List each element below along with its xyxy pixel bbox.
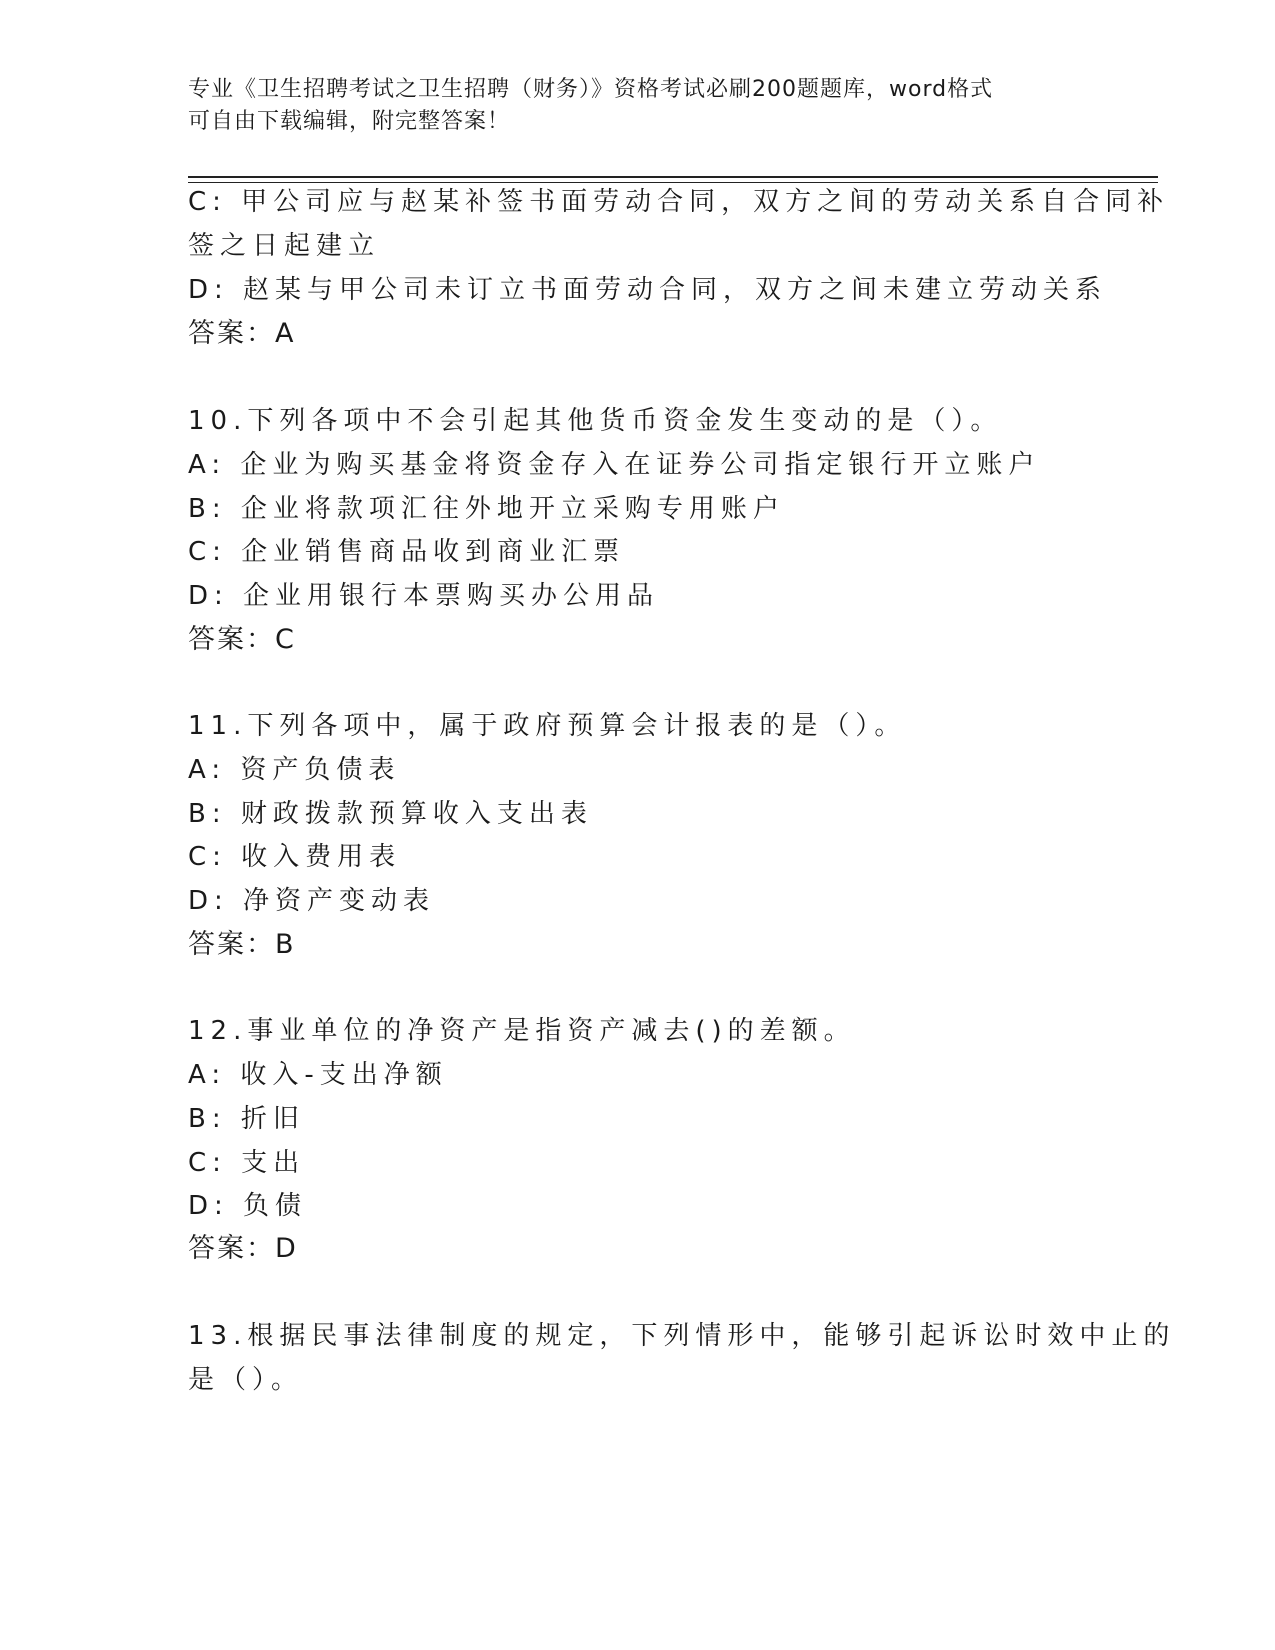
header-title-line1: 专业《卫生招聘考试之卫生招聘（财务）》资格考试必刷200题题库，word格式 <box>188 77 994 102</box>
q12-option-c: C: 支出 <box>188 1148 306 1178</box>
q12-question: 12.事业单位的净资产是指资产减去()的差额。 <box>188 1016 856 1046</box>
header-title-line2: 可自由下载编辑，附完整答案！ <box>188 109 511 134</box>
q10-option-b: B: 企业将款项汇往外地开立采购专用账户 <box>188 494 785 524</box>
q10-option-d: D: 企业用银行本票购买办公用品 <box>188 581 660 611</box>
q11-option-c: C: 收入费用表 <box>188 842 402 872</box>
header-divider-thin <box>188 182 1158 183</box>
q13-question-line2: 是（）。 <box>188 1365 304 1395</box>
q11-answer: 答案：B <box>188 929 296 960</box>
q9-answer: 答案：A <box>188 318 296 349</box>
q11-question: 11.下列各项中，属于政府预算会计报表的是（）。 <box>188 711 907 741</box>
q12-option-b: B: 折旧 <box>188 1104 305 1134</box>
q13-question-line1: 13.根据民事法律制度的规定，下列情形中，能够引起诉讼时效中止的 <box>188 1321 1176 1351</box>
document-header <box>188 74 1088 138</box>
q10-question: 10.下列各项中不会引起其他货币资金发生变动的是（）。 <box>188 406 1003 436</box>
q11-option-b: B: 财政拨款预算收入支出表 <box>188 799 593 829</box>
q9-option-d: D: 赵某与甲公司未订立书面劳动合同，双方之间未建立劳动关系 <box>188 275 1108 305</box>
q10-answer: 答案：C <box>188 624 296 655</box>
q9-option-c-line2: 签之日起建立 <box>188 231 381 261</box>
q11-option-d: D: 净资产变动表 <box>188 886 436 916</box>
q12-option-d: D: 负债 <box>188 1191 308 1221</box>
header-divider-thick <box>188 176 1158 178</box>
q11-option-a: A: 资产负债表 <box>188 755 401 785</box>
q9-option-c-line1: C: 甲公司应与赵某补签书面劳动合同，双方之间的劳动关系自合同补 <box>188 187 1170 217</box>
q12-option-a: A: 收入-支出净额 <box>188 1060 448 1090</box>
q10-option-a: A: 企业为购买基金将资金存入在证券公司指定银行开立账户 <box>188 450 1041 480</box>
q10-option-c: C: 企业销售商品收到商业汇票 <box>188 537 626 567</box>
q12-answer: 答案：D <box>188 1233 298 1264</box>
